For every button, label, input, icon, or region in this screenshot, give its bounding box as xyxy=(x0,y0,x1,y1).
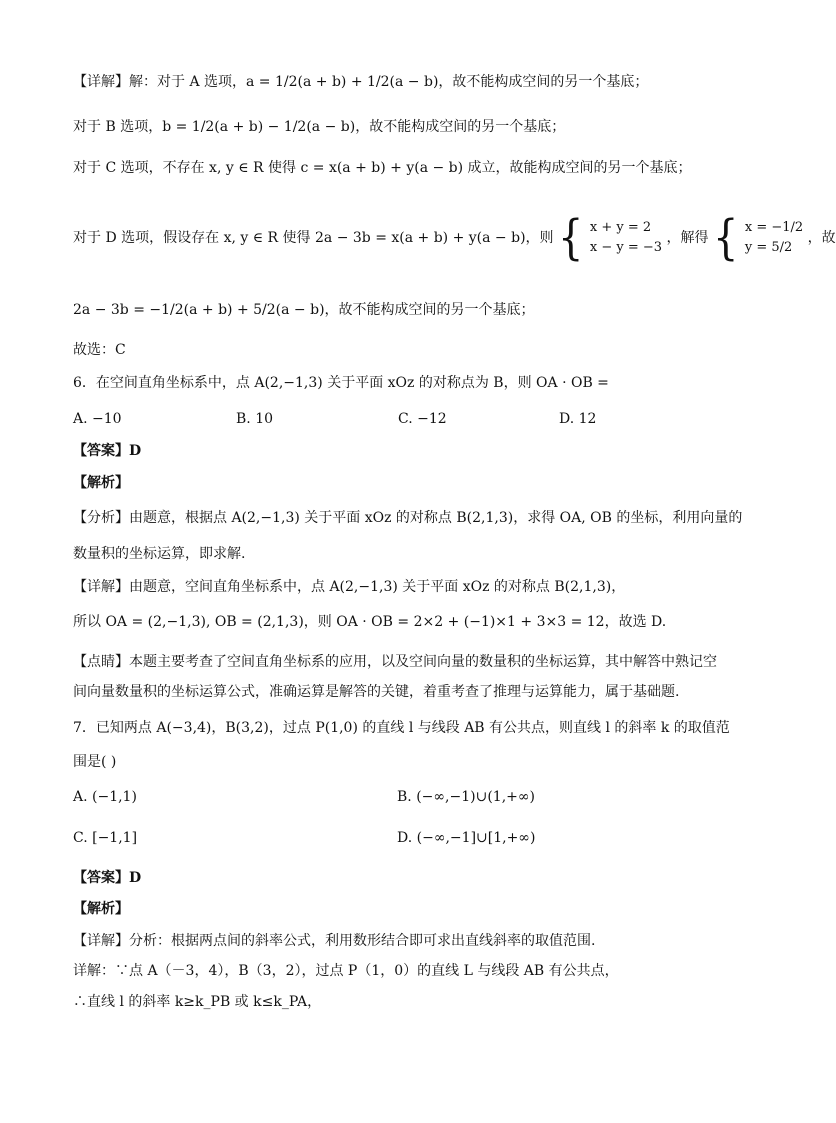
q6-option-b: B. 10 xyxy=(236,411,274,427)
system-1-row-1: x + y = 2 xyxy=(589,220,652,235)
solution-d-solve: ，解得 xyxy=(666,230,709,246)
question-6-stem: 6．在空间直角坐标系中，点 A(2,−1,3) 关于平面 xOz 的对称点为 B，则 OA · OB = xyxy=(73,375,609,391)
q7-option-a: A. (−1,1) xyxy=(73,789,137,805)
equation-system-1 xyxy=(590,218,662,258)
solution-option-d-line xyxy=(73,210,836,266)
answer-choice-c: 故选：C xyxy=(73,342,126,358)
q6-option-d: D. 12 xyxy=(559,411,597,427)
q6-remark-line-2: 间向量数量积的坐标运算公式，准确运算是解答的关键，着重考查了推理与运算能力，属于基础题. xyxy=(73,684,680,700)
q6-option-c: C. −12 xyxy=(398,411,447,427)
q6-detail-line-2: 所以 OA = (2,−1,3), OB = (2,1,3)，则 OA · OB = 2×2 + (−1)×1 + 3×3 = 12，故选 D. xyxy=(73,614,667,630)
equation-system-2 xyxy=(745,218,803,258)
solution-option-a-line: 【详解】解：对于 A 选项，a = 1/2(a + b) + 1/2(a − b)，故不能构成空间的另一个基底； xyxy=(73,74,649,90)
q7-detail-summary: 【详解】分析：根据两点间的斜率公式，利用数形结合即可求出直线斜率的取值范围. xyxy=(73,933,596,949)
system-brace-2: { xyxy=(712,210,739,266)
q6-option-a: A. −10 xyxy=(73,411,122,427)
solution-d-conclusion: 2a − 3b = −1/2(a + b) + 5/2(a − b)，故不能构成空间的另一个基底； xyxy=(73,302,535,318)
q7-detail-line-1: 详解：∵点 A（－3，4），B（3，2），过点 P（1，0）的直线 L 与线段 AB 有公共点， xyxy=(73,963,619,979)
q6-answer: 【答案】D xyxy=(73,443,142,459)
q6-analysis-heading: 【解析】 xyxy=(73,475,129,491)
q7-option-b: B. (−∞,−1)∪(1,+∞) xyxy=(397,789,535,805)
q7-analysis-heading: 【解析】 xyxy=(73,901,129,917)
q6-detail-line-1: 【详解】由题意，空间直角坐标系中，点 A(2,−1,3) 关于平面 xOz 的对称点 B(2,1,3)， xyxy=(73,579,626,595)
q7-option-d: D. (−∞,−1]∪[1,+∞) xyxy=(397,830,536,846)
question-7-stem-2: 围是( ) xyxy=(73,754,117,770)
q7-answer: 【答案】D xyxy=(73,870,142,886)
q6-analysis-line-1: 【分析】由题意，根据点 A(2,−1,3) 关于平面 xOz 的对称点 B(2,1,3)，求得 OA, OB 的坐标，利用向量的 xyxy=(73,510,743,526)
system-2-row-2: y = 5/2 xyxy=(744,240,793,255)
question-7-stem-1: 7．已知两点 A(−3,4)，B(3,2)，过点 P(1,0) 的直线 l 与线段 AB 有公共点，则直线 l 的斜率 k 的取值范 xyxy=(73,720,730,736)
solution-option-b-line: 对于 B 选项，b = 1/2(a + b) − 1/2(a − b)，故不能构成空间的另一个基底； xyxy=(73,119,566,135)
q6-remark-line-1: 【点睛】本题主要考查了空间直角坐标系的应用，以及空间向量的数量积的坐标运算，其中解答中熟记空 xyxy=(73,654,717,670)
q6-analysis-line-2: 数量积的坐标运算，即求解. xyxy=(73,546,246,562)
solution-d-text: 对于 D 选项，假设存在 x, y ∈ R 使得 2a − 3b = x(a + b) + y(a − b)，则 xyxy=(73,230,554,246)
system-1-row-2: x − y = −3 xyxy=(589,240,663,255)
q7-option-c: C. [−1,1] xyxy=(73,830,138,846)
q7-detail-line-2: ∴直线 l 的斜率 k≥k_PB 或 k≤k_PA， xyxy=(73,994,322,1010)
system-2-row-1: x = −1/2 xyxy=(744,220,804,235)
system-brace-1: { xyxy=(558,210,584,266)
solution-option-c-line: 对于 C 选项，不存在 x, y ∈ R 使得 c = x(a + b) + y(a − b) 成立，故能构成空间的另一个基底； xyxy=(73,160,692,176)
solution-d-therefore: ，故 xyxy=(807,230,836,246)
